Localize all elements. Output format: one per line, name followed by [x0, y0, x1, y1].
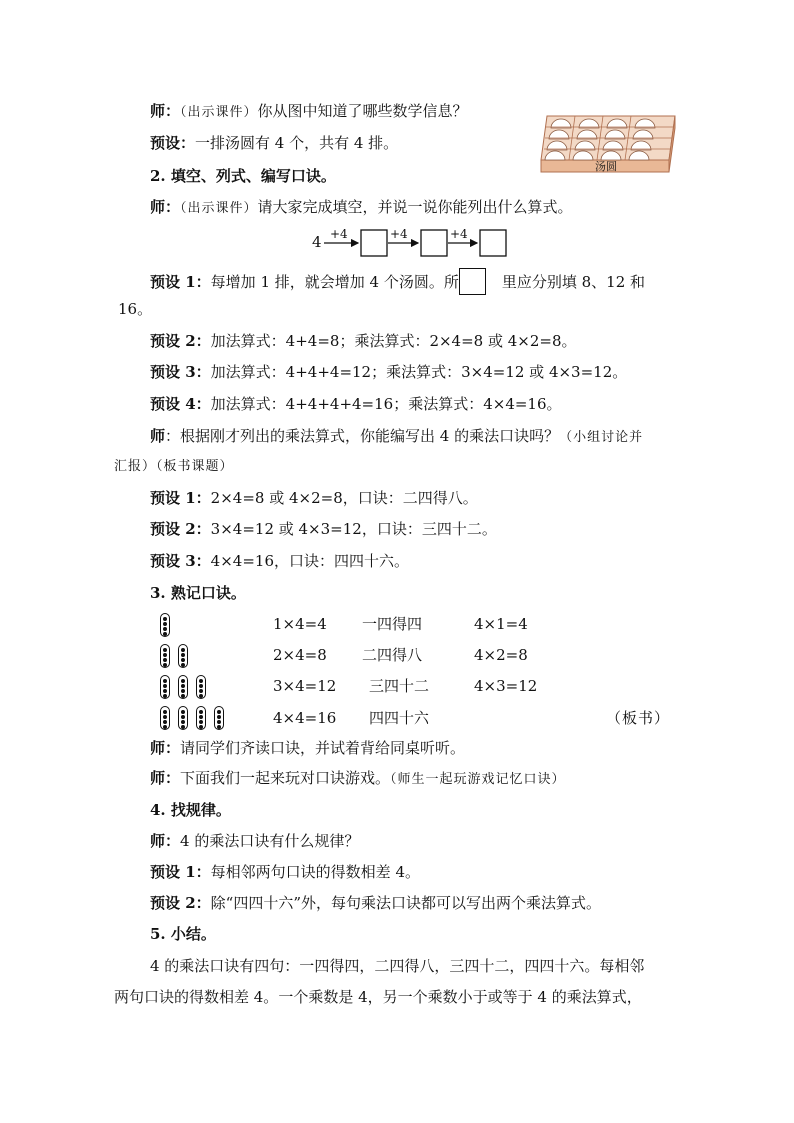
- inline-answer-box: [459, 268, 486, 295]
- rhyme-cell: 三四十二: [369, 677, 430, 695]
- bead-stick-row: [160, 644, 196, 670]
- tangyuan-tray-illustration: [537, 108, 679, 180]
- preset-text: 一排汤圆有 4 个，共有 4 排。: [195, 134, 399, 152]
- preset-text: 4×4=16，口诀：四四十六。: [210, 552, 409, 570]
- equation-cell: 3×4=12: [273, 677, 337, 695]
- bead-stick-icon: [214, 706, 224, 730]
- speaker-label: 师：: [150, 832, 181, 850]
- bead-stick-icon: [160, 644, 170, 668]
- speaker-label: 师：: [150, 102, 181, 120]
- rhyme-preset-1: [150, 488, 478, 508]
- speaker-label: 师：: [150, 769, 181, 787]
- preset-label: 预设 1：: [150, 863, 211, 881]
- bead-stick-icon: [160, 706, 170, 730]
- stage-note: （小组讨论并: [559, 430, 644, 445]
- rhyme-cell: 四四十六: [369, 709, 430, 727]
- preset-label: 预设 1：: [150, 489, 211, 507]
- bead-stick-icon: [160, 613, 170, 637]
- equation-cell: 4×2=8: [474, 646, 528, 664]
- answer-box[interactable]: [480, 230, 506, 256]
- chain-step-label: +4: [450, 227, 468, 241]
- preset-line: [150, 133, 398, 153]
- preset-2-line: [150, 331, 577, 351]
- teacher-text: 请同学们齐读口诀，并试着背给同桌听听。: [180, 739, 466, 757]
- preset-text: 每增加 1 排，就会增加 4 个汤圆。所: [210, 273, 459, 291]
- preset-text: 每相邻两句口诀的得数相差 4。: [210, 863, 420, 881]
- teacher-text: 请大家完成填空，并说一说你能列出什么算式。: [257, 198, 573, 216]
- preset-label: 预设 1：: [150, 273, 211, 291]
- fill-in-chain-diagram: [310, 226, 510, 260]
- preset-label: 预设 2：: [150, 894, 211, 912]
- board-note: （板书）: [606, 709, 671, 727]
- equation-cell: 2×4=8: [273, 646, 327, 664]
- rhyme-cell: 二四得八: [362, 646, 423, 664]
- teacher-line-4: [150, 738, 465, 758]
- preset-3-line: [150, 362, 627, 382]
- section-heading-2: 2. 填空、列式、编写口诀。: [150, 167, 336, 185]
- preset-label: 预设 2：: [150, 520, 211, 538]
- pattern-preset-2: [150, 893, 601, 913]
- preset-text: 3×4=12 或 4×3=12，口诀：三四十二。: [210, 520, 497, 538]
- summary-line-1: 4 的乘法口诀有四句：一四得四，二四得八，三四十二，四四十六。每相邻: [150, 957, 645, 975]
- summary-line-2: 两句口诀的得数相差 4。一个乘数是 4，另一个乘数小于或等于 4 的乘法算式，: [114, 988, 642, 1006]
- chain-start-number: 4: [312, 233, 322, 251]
- bead-stick-row: [160, 675, 214, 701]
- equation-cell: 4×1=4: [474, 615, 528, 633]
- tray-label: 汤圆: [595, 160, 617, 173]
- teacher-line-5: [150, 768, 566, 790]
- teacher-text: ：根据刚才列出的乘法算式，你能编写出 4 的乘法口诀吗？: [165, 427, 560, 445]
- preset-text-cont: 里应分别填 8、12 和: [501, 273, 646, 291]
- pattern-preset-1: [150, 862, 420, 882]
- speaker-label: 师：: [150, 739, 181, 757]
- speaker-label: 师: [150, 427, 166, 445]
- equation-cell: 4×3=12: [474, 677, 538, 695]
- preset-4-line: [150, 394, 562, 414]
- bead-stick-row: [160, 706, 232, 732]
- preset-label: 预设 2：: [150, 332, 211, 350]
- preset-label: 预设 4：: [150, 395, 211, 413]
- section-heading-5: 5. 小结。: [150, 925, 216, 943]
- rhyme-cell: 一四得四: [362, 615, 423, 633]
- preset-label: 预设 3：: [150, 552, 211, 570]
- equation-cell: 1×4=4: [273, 615, 327, 633]
- answer-box[interactable]: [421, 230, 447, 256]
- preset-1-line: [150, 268, 645, 295]
- answer-box[interactable]: [361, 230, 387, 256]
- preset-text: 加法算式：4+4+4=12；乘法算式：3×4=12 或 4×3=12。: [210, 363, 628, 381]
- teacher-line-1: [150, 101, 468, 123]
- teacher-text: 你从图中知道了哪些数学信息？: [257, 102, 468, 120]
- bead-stick-row: [160, 613, 178, 639]
- bead-stick-icon: [178, 675, 188, 699]
- chain-step-label: +4: [330, 227, 348, 241]
- preset-text: 加法算式：4+4=8；乘法算式：2×4=8 或 4×2=8。: [210, 332, 577, 350]
- rhyme-preset-2: [150, 519, 497, 539]
- stage-note: （出示课件）: [180, 201, 258, 216]
- preset-text: 2×4=8 或 4×2=8，口诀：二四得八。: [210, 489, 478, 507]
- section-heading-3: 3. 熟记口诀。: [150, 584, 246, 602]
- speaker-label: 师：: [150, 198, 181, 216]
- teacher-text: 4 的乘法口诀有什么规律？: [180, 832, 360, 850]
- teacher-line-6: [150, 831, 359, 851]
- teacher-text: 下面我们一起来玩对口诀游戏。: [180, 769, 391, 787]
- preset-label: 预设 3：: [150, 363, 211, 381]
- rhyme-preset-3: [150, 551, 409, 571]
- bead-stick-icon: [178, 644, 188, 668]
- stage-note: （师生一起玩游戏记忆口诀）: [390, 772, 566, 787]
- preset-1-cont: 16。: [118, 300, 153, 318]
- chain-step-label: +4: [390, 227, 408, 241]
- section-heading-4: 4. 找规律。: [150, 801, 231, 819]
- equation-cell: 4×4=16: [273, 709, 337, 727]
- bead-stick-icon: [178, 706, 188, 730]
- teacher-line-2: [150, 197, 573, 219]
- stage-note: （出示课件）: [180, 105, 258, 120]
- teacher-line-3: [150, 426, 643, 448]
- bead-stick-icon: [160, 675, 170, 699]
- bead-stick-icon: [196, 675, 206, 699]
- bead-stick-icon: [196, 706, 206, 730]
- teacher-line-3-cont: 汇报）（板书课题）: [114, 459, 234, 474]
- preset-label: 预设：: [150, 134, 196, 152]
- preset-text: 加法算式：4+4+4+4=16；乘法算式：4×4=16。: [210, 395, 562, 413]
- preset-text: 除“四四十六”外，每句乘法口诀都可以写出两个乘法算式。: [210, 894, 602, 912]
